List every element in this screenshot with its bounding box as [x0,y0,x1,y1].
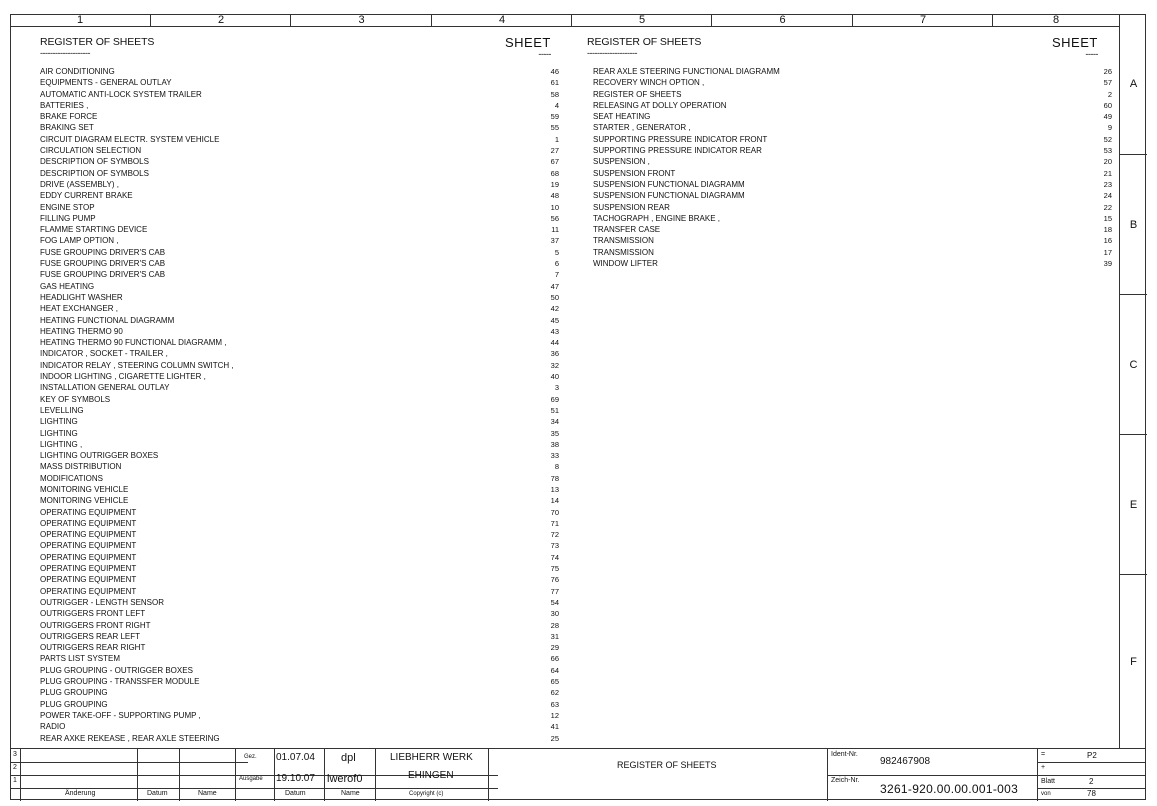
von-value: 78 [1087,789,1096,798]
register-entry [593,145,1112,156]
entry-sheet-number: 44 [550,338,559,348]
right-panel-title: REGISTER OF SHEETS -------------------- [587,36,702,58]
register-entry [40,710,559,721]
entry-sheet-number: 77 [550,586,559,596]
column-number: 7 [852,14,993,26]
register-entry [40,461,559,472]
entry-name: MONITORING VEHICLE [40,484,129,494]
register-entry [40,111,559,122]
entry-sheet-number: 27 [550,146,559,156]
entry-name: AUTOMATIC ANTI-LOCK SYSTEM TRAILER [40,89,202,99]
entry-sheet-number: 38 [550,439,559,449]
company-location: EHINGEN [408,770,454,781]
entry-name: MODIFICATIONS [40,473,103,483]
register-entry [593,235,1112,246]
register-entry [40,360,559,371]
entry-sheet-number: 70 [550,507,559,517]
entry-sheet-number: 5 [554,247,559,257]
entry-name: FLAMME STARTING DEVICE [40,225,148,235]
entry-name: MONITORING VEHICLE [40,496,129,506]
entry-sheet-number: 1 [554,134,559,144]
entry-sheet-number: 55 [550,123,559,133]
revision-index: 2 [13,764,17,771]
entry-name: DRIVE (ASSEMBLY) , [40,179,119,189]
ausgabe-date: 19.10.07 [276,773,315,784]
register-entry [40,89,559,100]
register-entry [40,326,559,337]
revision-index: 1 [13,777,17,784]
entry-name: LIGHTING , [40,439,83,449]
drawing-number: 3261-920.00.00.001-003 [880,782,1019,796]
entry-sheet-number: 35 [550,428,559,438]
entry-name: POWER TAKE-OFF - SUPPORTING PUMP , [40,710,201,720]
eq-value: P2 [1087,751,1097,760]
register-entry [40,235,559,246]
entry-name: RADIO [40,722,66,732]
entry-sheet-number: 52 [1103,134,1112,144]
copyright: Copyright (c) [409,791,444,797]
register-entry [593,179,1112,190]
register-entry [40,450,559,461]
entry-sheet-number: 71 [550,518,559,528]
register-entry [40,179,559,190]
entry-name: OPERATING EQUIPMENT [40,575,137,585]
register-entry [593,202,1112,213]
entry-sheet-number: 34 [550,417,559,427]
entry-name: OUTRIGGER - LENGTH SENSOR [40,597,165,607]
ident-number: 982467908 [880,756,931,767]
blatt-label: Blatt [1041,778,1056,785]
blatt-value: 2 [1089,777,1094,786]
entry-name: OPERATING EQUIPMENT [40,541,137,551]
datum-label: Datum [147,790,168,797]
right-title-underline: -------------------- [587,48,637,58]
register-entry [40,552,559,563]
entry-sheet-number: 2 [1107,89,1112,99]
entry-name: FILLING PUMP [40,213,96,223]
entry-name: TACHOGRAPH , ENGINE BRAKE , [593,213,720,223]
register-entry [40,337,559,348]
aenderung-label: Änderung [65,790,96,797]
register-entry [593,134,1112,145]
entry-name: CIRCULATION SELECTION [40,146,142,156]
entry-sheet-number: 63 [550,699,559,709]
entry-name: OPERATING EQUIPMENT [40,530,137,540]
entry-name: LIGHTING [40,417,78,427]
entry-name: INDICATOR , SOCKET - TRAILER , [40,349,168,359]
register-entry [593,100,1112,111]
register-entry [40,348,559,359]
entry-sheet-number: 18 [1103,225,1112,235]
right-register-list [593,66,1112,269]
entry-name: SUSPENSION FUNCTIONAL DIAGRAMM [593,179,745,189]
register-entry [40,281,559,292]
register-entry [40,168,559,179]
company-name: LIEBHERR WERK [390,752,473,763]
entry-name: DESCRIPTION OF SYMBOLS [40,157,149,167]
gez-label: Gez. [244,754,257,760]
register-entry [40,597,559,608]
entry-sheet-number: 25 [550,733,559,743]
entry-sheet-number: 68 [550,168,559,178]
zeich-label: Zeich-Nr. [831,777,860,784]
row-letter: B [1120,154,1147,294]
entry-sheet-number: 76 [550,575,559,585]
entry-name: OUTRIGGERS FRONT RIGHT [40,620,151,630]
entry-sheet-number: 24 [1103,191,1112,201]
column-number: 8 [992,14,1119,26]
register-entry [40,134,559,145]
register-entry [40,213,559,224]
entry-name: HEADLIGHT WASHER [40,292,123,302]
entry-sheet-number: 23 [1103,179,1112,189]
entry-sheet-number: 32 [550,360,559,370]
register-entry [40,563,559,574]
register-entry [40,665,559,676]
entry-sheet-number: 51 [550,405,559,415]
entry-sheet-number: 6 [554,259,559,269]
column-number-header [10,14,1119,27]
entry-sheet-number: 78 [550,473,559,483]
register-entry [40,484,559,495]
entry-sheet-number: 43 [550,326,559,336]
entry-name: OUTRIGGERS FRONT LEFT [40,609,146,619]
register-entry [40,574,559,585]
entry-name: SUSPENSION , [593,157,650,167]
entry-name: AIR CONDITIONING [40,67,115,76]
entry-name: MASS DISTRIBUTION [40,462,122,472]
entry-sheet-number: 62 [550,688,559,698]
register-entry [40,428,559,439]
entry-name: TRANSMISSION [593,236,654,246]
register-entry [40,382,559,393]
register-entry [40,100,559,111]
entry-name: RELEASING AT DOLLY OPERATION [593,100,727,110]
register-entry [40,733,559,744]
column-number: 5 [571,14,712,26]
register-entry [40,145,559,156]
register-entry [593,122,1112,133]
entry-sheet-number: 49 [1103,112,1112,122]
entry-sheet-number: 40 [550,372,559,382]
entry-name: OPERATING EQUIPMENT [40,586,137,596]
entry-name: LEVELLING [40,405,84,415]
entry-sheet-number: 75 [550,564,559,574]
entry-name: STARTER , GENERATOR , [593,123,691,133]
entry-sheet-number: 74 [550,552,559,562]
register-entry [40,202,559,213]
entry-name: EQUIPMENTS - GENERAL OUTLAY [40,78,172,88]
entry-sheet-number: 33 [550,451,559,461]
entry-name: WINDOW LIFTER [593,259,658,269]
entry-sheet-number: 69 [550,394,559,404]
left-title-underline: -------------------- [40,48,90,58]
register-entry [593,213,1112,224]
entry-sheet-number: 10 [550,202,559,212]
entry-name: CIRCUIT DIAGRAM ELECTR. SYSTEM VEHICLE [40,134,220,144]
entry-name: KEY OF SYMBOLS [40,394,111,404]
revision-index: 3 [13,751,17,758]
entry-name: INSTALLATION GENERAL OUTLAY [40,383,170,393]
entry-sheet-number: 29 [550,643,559,653]
entry-name: PLUG GROUPING [40,699,108,709]
column-number: 3 [290,14,432,26]
left-sheet-underline: ----- [538,49,551,59]
register-entry [40,77,559,88]
sheet-title: REGISTER OF SHEETS [617,760,717,770]
von-label: von [1041,791,1051,797]
right-sheet-underline: ----- [1085,49,1098,59]
entry-sheet-number: 67 [550,157,559,167]
entry-name: OPERATING EQUIPMENT [40,564,137,574]
entry-sheet-number: 16 [1103,236,1112,246]
row-letter-sidebar [1119,14,1147,748]
entry-sheet-number: 58 [550,89,559,99]
register-entry [40,439,559,450]
register-entry [593,66,1112,77]
entry-name: OPERATING EQUIPMENT [40,518,137,528]
register-entry [40,676,559,687]
register-entry [40,315,559,326]
entry-name: SUSPENSION FUNCTIONAL DIAGRAMM [593,191,745,201]
register-entry [40,529,559,540]
entry-name: PLUG GROUPING - OUTRIGGER BOXES [40,665,193,675]
entry-name: SEAT HEATING [593,112,651,122]
left-sheet-header: SHEET ----- [505,35,551,59]
register-entry [40,416,559,427]
entry-name: LIGHTING [40,428,78,438]
entry-sheet-number: 48 [550,191,559,201]
entry-sheet-number: 39 [1103,259,1112,269]
entry-name: HEATING THERMO 90 FUNCTIONAL DIAGRAMM , [40,338,227,348]
entry-name: GAS HEATING [40,281,95,291]
register-entry [40,721,559,732]
register-entry [40,631,559,642]
entry-name: SUSPENSION REAR [593,202,670,212]
row-letter: E [1120,434,1147,574]
register-entry [593,156,1112,167]
register-entry [40,620,559,631]
ausgabe-label: Ausgabe [239,776,263,782]
register-entry [40,247,559,258]
datum-col-label: Datum [285,790,306,797]
left-panel-title: REGISTER OF SHEETS -------------------- [40,36,155,58]
register-entry [40,371,559,382]
name-col-label: Name [341,790,360,797]
entry-name: OUTRIGGERS REAR LEFT [40,631,141,641]
register-entry [40,699,559,710]
entry-name: PLUG GROUPING [40,688,108,698]
register-entry [40,653,559,664]
entry-name: FOG LAMP OPTION , [40,236,119,246]
register-entry [593,168,1112,179]
entry-sheet-number: 66 [550,654,559,664]
right-sheet-header: SHEET ----- [1052,35,1098,59]
register-entry [40,66,559,77]
register-entry [40,269,559,280]
entry-name: SUPPORTING PRESSURE INDICATOR FRONT [593,134,768,144]
register-entry [593,258,1112,269]
entry-name: REGISTER OF SHEETS [593,89,682,99]
entry-sheet-number: 8 [554,462,559,472]
entry-name: OPERATING EQUIPMENT [40,552,137,562]
entry-sheet-number: 9 [1107,123,1112,133]
entry-sheet-number: 31 [550,631,559,641]
entry-sheet-number: 57 [1103,78,1112,88]
name-label: Name [198,790,217,797]
entry-name: HEAT EXCHANGER , [40,304,118,314]
entry-sheet-number: 36 [550,349,559,359]
register-entry [40,224,559,235]
register-entry [40,292,559,303]
entry-sheet-number: 26 [1103,67,1112,76]
entry-name: OPERATING EQUIPMENT [40,507,137,517]
entry-sheet-number: 21 [1103,168,1112,178]
entry-name: BRAKE FORCE [40,112,98,122]
entry-sheet-number: 61 [550,78,559,88]
entry-name: TRANSMISSION [593,247,654,257]
entry-name: EDDY CURRENT BRAKE [40,191,133,201]
register-entry [40,156,559,167]
entry-sheet-number: 7 [554,270,559,280]
entry-sheet-number: 3 [554,383,559,393]
register-entry [40,540,559,551]
register-entry [40,495,559,506]
ident-label: Ident-Nr. [831,751,858,758]
register-entry [40,473,559,484]
entry-name: INDICATOR RELAY , STEERING COLUMN SWITCH , [40,360,234,370]
register-entry [40,122,559,133]
register-entry [40,518,559,529]
entry-name: ENGINE STOP [40,202,95,212]
entry-sheet-number: 4 [554,100,559,110]
entry-sheet-number: 28 [550,620,559,630]
entry-sheet-number: 59 [550,112,559,122]
entry-sheet-number: 19 [550,179,559,189]
entry-sheet-number: 72 [550,530,559,540]
entry-name: DESCRIPTION OF SYMBOLS [40,168,149,178]
register-entry [40,394,559,405]
entry-name: FUSE GROUPING DRIVER'S CAB [40,259,166,269]
column-number: 2 [150,14,291,26]
entry-name: SUPPORTING PRESSURE INDICATOR REAR [593,146,762,156]
entry-name: SUSPENSION FRONT [593,168,676,178]
title-block [10,748,1146,801]
entry-sheet-number: 12 [550,710,559,720]
entry-name: OUTRIGGERS REAR RIGHT [40,643,146,653]
ausgabe-name: lwerof0 [327,773,363,785]
entry-sheet-number: 17 [1103,247,1112,257]
register-entry [593,224,1112,235]
register-entry [593,247,1112,258]
entry-name: FUSE GROUPING DRIVER'S CAB [40,247,166,257]
entry-name: BATTERIES , [40,100,89,110]
entry-sheet-number: 60 [1103,100,1112,110]
entry-sheet-number: 11 [551,225,559,235]
entry-sheet-number: 56 [550,213,559,223]
entry-sheet-number: 53 [1103,146,1112,156]
entry-sheet-number: 64 [550,665,559,675]
register-entry [40,190,559,201]
entry-sheet-number: 37 [550,236,559,246]
entry-sheet-number: 54 [550,597,559,607]
entry-sheet-number: 30 [550,609,559,619]
entry-name: LIGHTING OUTRIGGER BOXES [40,451,159,461]
row-letter: C [1120,294,1147,434]
gez-name: dpl [341,752,356,764]
register-entry [40,687,559,698]
entry-sheet-number: 47 [550,281,559,291]
entry-sheet-number: 42 [550,304,559,314]
row-letter: F [1120,574,1147,748]
entry-name: PLUG GROUPING - TRANSSFER MODULE [40,677,200,687]
row-letter: A [1129,78,1138,90]
register-entry [40,642,559,653]
column-number: 6 [711,14,853,26]
register-entry [593,190,1112,201]
register-entry [40,507,559,518]
column-number: 4 [431,14,572,26]
entry-sheet-number: 73 [550,541,559,551]
column-number: 1 [76,14,84,26]
register-entry [40,303,559,314]
register-entry [593,89,1112,100]
left-register-list [40,66,559,744]
entry-name: HEATING THERMO 90 [40,326,123,336]
entry-sheet-number: 46 [550,67,559,76]
entry-sheet-number: 65 [550,677,559,687]
entry-sheet-number: 45 [550,315,559,325]
entry-sheet-number: 22 [1103,202,1112,212]
register-entry [593,77,1112,88]
entry-name: FUSE GROUPING DRIVER'S CAB [40,270,166,280]
register-entry [40,405,559,416]
eq-label: = [1041,751,1046,758]
register-entry [40,586,559,597]
entry-name: REAR AXKE REKEASE , REAR AXLE STEERING [40,733,220,743]
entry-name: REAR AXLE STEERING FUNCTIONAL DIAGRAMM [593,67,780,76]
register-entry [40,258,559,269]
entry-sheet-number: 50 [550,292,559,302]
entry-name: PARTS LIST SYSTEM [40,654,121,664]
entry-sheet-number: 15 [1103,213,1112,223]
entry-name: HEATING FUNCTIONAL DIAGRAMM [40,315,175,325]
entry-sheet-number: 41 [550,722,559,732]
register-entry [593,111,1112,122]
entry-name: TRANSFER CASE [593,225,661,235]
register-entry [40,608,559,619]
entry-sheet-number: 14 [550,496,559,506]
entry-name: RECOVERY WINCH OPTION , [593,78,705,88]
entry-sheet-number: 13 [550,484,559,494]
gez-date: 01.07.04 [276,752,315,763]
plus-label: + [1041,764,1046,771]
entry-name: INDOOR LIGHTING , CIGARETTE LIGHTER , [40,372,206,382]
entry-name: BRAKING SET [40,123,94,133]
entry-sheet-number: 20 [1103,157,1112,167]
